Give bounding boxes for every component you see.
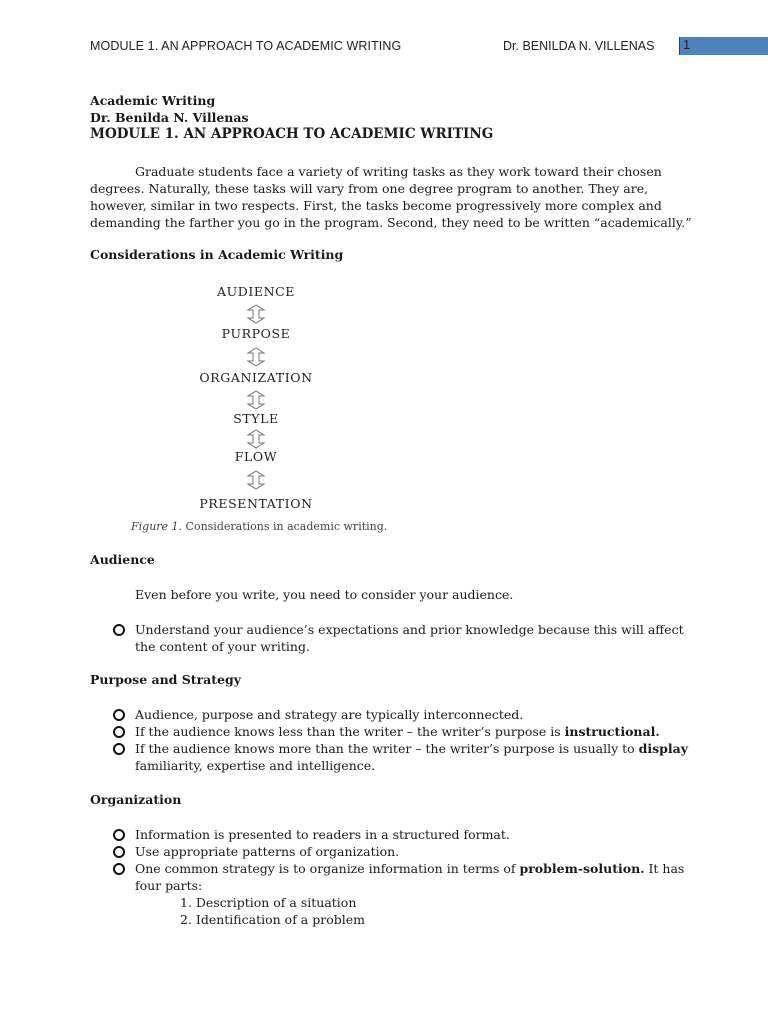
circle-bullet-icon (113, 829, 125, 841)
bullet-line: Understand your audience’s expectations and prior knowledge because this will affect (135, 622, 684, 637)
diagram-label-presentation: PRESENTATION (199, 496, 313, 511)
audience-intro: Even before you write, you need to consider your audience. (135, 587, 514, 602)
running-header-title: MODULE 1. AN APPROACH TO ACADEMIC WRITING (90, 39, 402, 53)
diagram-label-audience: AUDIENCE (216, 284, 296, 299)
intro-paragraph (90, 163, 692, 231)
intro-line: however, similar in two respects. First, the tasks become progressively more complex and (90, 198, 662, 213)
diagram-label-purpose: PURPOSE (221, 326, 291, 341)
numbered-item: 1. Description of a situation (180, 895, 357, 910)
diagram-label-style: STYLE (233, 411, 279, 426)
list-item (113, 621, 683, 655)
figure-caption-label: Figure 1. (131, 520, 183, 533)
author-name: Dr. Benilda N. Villenas (90, 110, 249, 125)
double-arrow-icon (244, 470, 268, 490)
bullet-line: four parts: (135, 878, 203, 893)
bullet-line: Information is presented to readers in a structured format. (135, 827, 510, 842)
considerations-heading: Considerations in Academic Writing (90, 247, 344, 262)
circle-bullet-icon (113, 709, 125, 721)
bullet-line: the content of your writing. (135, 639, 310, 654)
bullet-text: If the audience knows more than the writer – the writer’s purpose is usually to (135, 741, 639, 756)
list-item (113, 843, 683, 860)
page-number-divider (679, 37, 680, 55)
numbered-item: 2. Identification of a problem (180, 912, 365, 927)
double-arrow-icon (244, 390, 268, 410)
intro-line: demanding the farther you go in the program. Second, they need to be written “academically.” (90, 215, 692, 230)
double-arrow-icon (244, 429, 268, 449)
circle-bullet-icon (113, 726, 125, 738)
bullet-text: If the audience knows less than the writer – the writer’s purpose is (135, 724, 565, 739)
circle-bullet-icon (113, 743, 125, 755)
circle-bullet-icon (113, 846, 125, 858)
purpose-heading: Purpose and Strategy (90, 672, 241, 687)
bullet-line: familiarity, expertise and intelligence. (135, 758, 376, 773)
bullet-emphasis: instructional. (564, 724, 660, 739)
bullet-line: Use appropriate patterns of organization. (135, 844, 400, 859)
running-header-author: Dr. BENILDA N. VILLENAS (503, 39, 655, 53)
figure-caption (131, 520, 387, 533)
bullet-line: Audience, purpose and strategy are typically interconnected. (135, 707, 524, 722)
page-number: 1 (683, 37, 691, 52)
diagram-label-organization: ORGANIZATION (199, 370, 313, 385)
bullet-emphasis: display (638, 741, 689, 756)
list-item (113, 706, 683, 723)
list-item (113, 723, 683, 740)
audience-heading: Audience (90, 552, 155, 567)
bullet-emphasis: problem-solution. (519, 861, 645, 876)
course-title: Academic Writing (90, 93, 216, 108)
organization-heading: Organization (90, 792, 182, 807)
list-item (113, 860, 683, 894)
module-title: MODULE 1. AN APPROACH TO ACADEMIC WRITING (90, 126, 494, 142)
bullet-text: One common strategy is to organize information in terms of (135, 861, 520, 876)
list-item (113, 826, 683, 843)
intro-line: degrees. Naturally, these tasks will vary from one degree program to another. They are, (90, 181, 649, 196)
figure-caption-text: Considerations in academic writing. (182, 520, 388, 533)
bullet-text: It has (644, 861, 685, 876)
double-arrow-icon (244, 347, 268, 367)
double-arrow-icon (244, 304, 268, 324)
list-item (113, 740, 689, 774)
intro-line: Graduate students face a variety of writing tasks as they work toward their chosen (135, 164, 662, 179)
diagram-label-flow: FLOW (234, 449, 278, 464)
circle-bullet-icon (113, 863, 125, 875)
circle-bullet-icon (113, 624, 125, 636)
page-number-tab (679, 37, 768, 55)
